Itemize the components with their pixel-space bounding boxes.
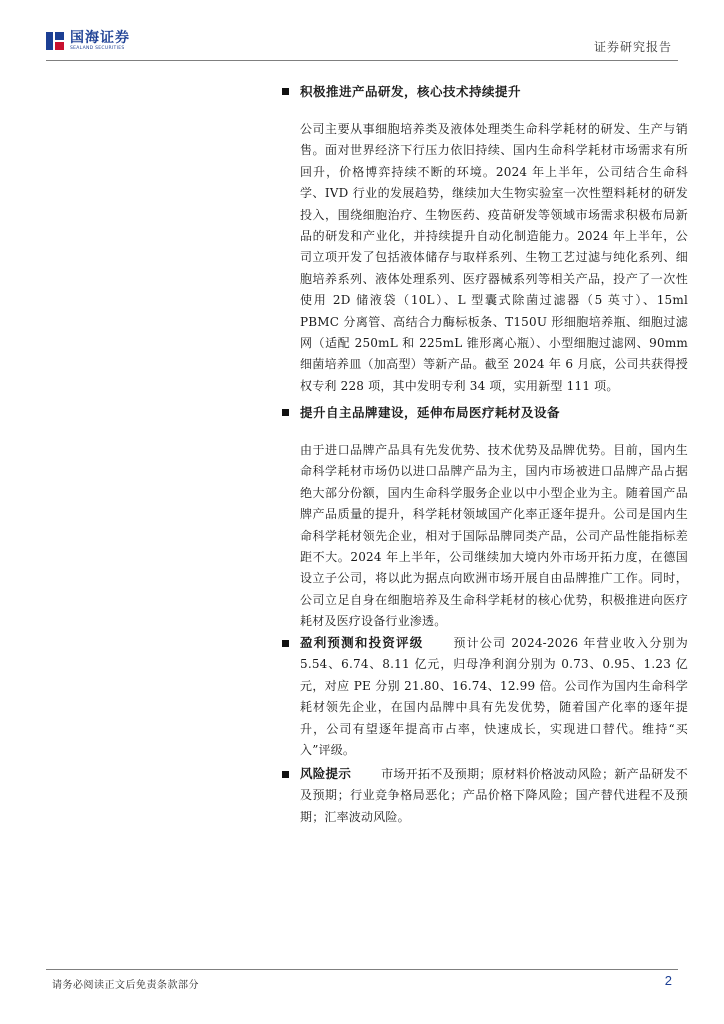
disclaimer-note: 请务必阅读正文后免责条款部分 <box>52 980 199 991</box>
page-number: 2 <box>664 973 672 988</box>
section-paragraph <box>300 632 688 761</box>
section-earnings-forecast <box>300 632 688 761</box>
footer-divider <box>46 969 678 970</box>
section-body: 预计公司 2024-2026 年营业收入分别为 5.54、6.74、8.11 亿元，归母净利润分别为 0.73、0.95、1.23 亿元，对应 PE 分别 21.80、16.74、12.99 倍。公司作为国内生命科学耗材领先企业，在国内品牌中具有先发优势，随着国产化率的逐年提升，公司有望逐年提高市占率，快速成长，实现进口替代。维持“买入”评级。 <box>300 636 688 758</box>
logo-subtitle: SEALAND SECURITIES <box>70 46 125 51</box>
section-title: 风险提示 <box>300 766 352 781</box>
section-paragraph: 由于进口品牌产品具有先发优势、技术优势及品牌优势。目前，国内生命科学耗材市场仍以进口品牌产品为主，国内市场被进口品牌产品占据绝大部分份额，国内生命科学服务企业以中小型企业为主。随着国产品牌产品质量的提升，科学耗材领域国产化率正逐年提升。公司是国内生命科学耗材领先企业，相对于国际品牌同类产品，公司产品性能指标差距不大。2024 年上半年，公司继续加大境内外市场开拓力度，在德国设立子公司，将以此为据点向欧洲市场开展自由品牌推广工作。同时，公司立足自身在细胞培养及生命科学耗材的核心优势，积极推进向医疗耗材及医疗设备行业渗透。 <box>300 443 688 629</box>
company-logo <box>46 31 130 52</box>
page-header <box>0 0 724 60</box>
section-brand-building-body <box>300 440 688 633</box>
section-bullet-icon <box>282 409 289 416</box>
section-bullet-icon <box>282 88 289 95</box>
header-divider <box>46 60 678 61</box>
section-body: 市场开拓不及预期；原材料价格波动风险；新产品研发不及预期；行业竞争格局恶化；产品价格下降风险；国产替代进程不及预期；汇率波动风险。 <box>300 767 688 824</box>
section-bullet-icon <box>282 771 289 778</box>
section-title: 积极推进产品研发，核心技术持续提升 <box>300 84 522 99</box>
section-risk-warning <box>300 763 688 828</box>
section-title: 盈利预测和投资评级 <box>300 635 424 650</box>
section-brand-building <box>300 405 688 421</box>
section-paragraph: 公司主要从事细胞培养类及液体处理类生命科学耗材的研发、生产与销售。面对世界经济下行压力依旧持续、国内生命科学耗材市场需求有所回升，价格博弈持续不断的环境。2024 年上半年，公司结合生命科学、IVD 行业的发展趋势，继续加大生物实验室一次性塑料耗材的研发投入，围绕细胞治疗、生物医药、疫苗研发等领域市场需求积极布局新品的研发和产业化，并持续提升自动化制造能力。2024 年上半年，公司立项开发了包括液体储存与取样系列、生物工艺过滤与纯化系列、细胞培养系列、液体处理系列、医疗器械系列等相关产品，投产了一次性使用 2D 储液袋（10L）、L 型囊式除菌过滤器（5 英寸）、15ml PBMC 分离管、高结合力酶标板条、T150U 形细胞培养瓶、细胞过滤网（适配 250mL 和 225mL 锥形离心瓶）、小型细胞过滤网、90mm 细菌培养皿（加高型）等新产品。截至 2024 年 6 月底，公司共获得授权专利 228 项，其中发明专利 34 项，实用新型 111 项。 <box>300 122 688 393</box>
report-type-label: 证券研究报告 <box>593 40 672 54</box>
section-title: 提升自主品牌建设，延伸布局医疗耗材及设备 <box>300 405 561 420</box>
section-product-rd <box>300 84 688 100</box>
section-bullet-icon <box>282 640 289 647</box>
section-product-rd-body <box>300 119 688 397</box>
logo-name: 国海证券 <box>70 30 130 46</box>
logo-icon <box>46 32 64 50</box>
section-paragraph <box>300 763 688 828</box>
